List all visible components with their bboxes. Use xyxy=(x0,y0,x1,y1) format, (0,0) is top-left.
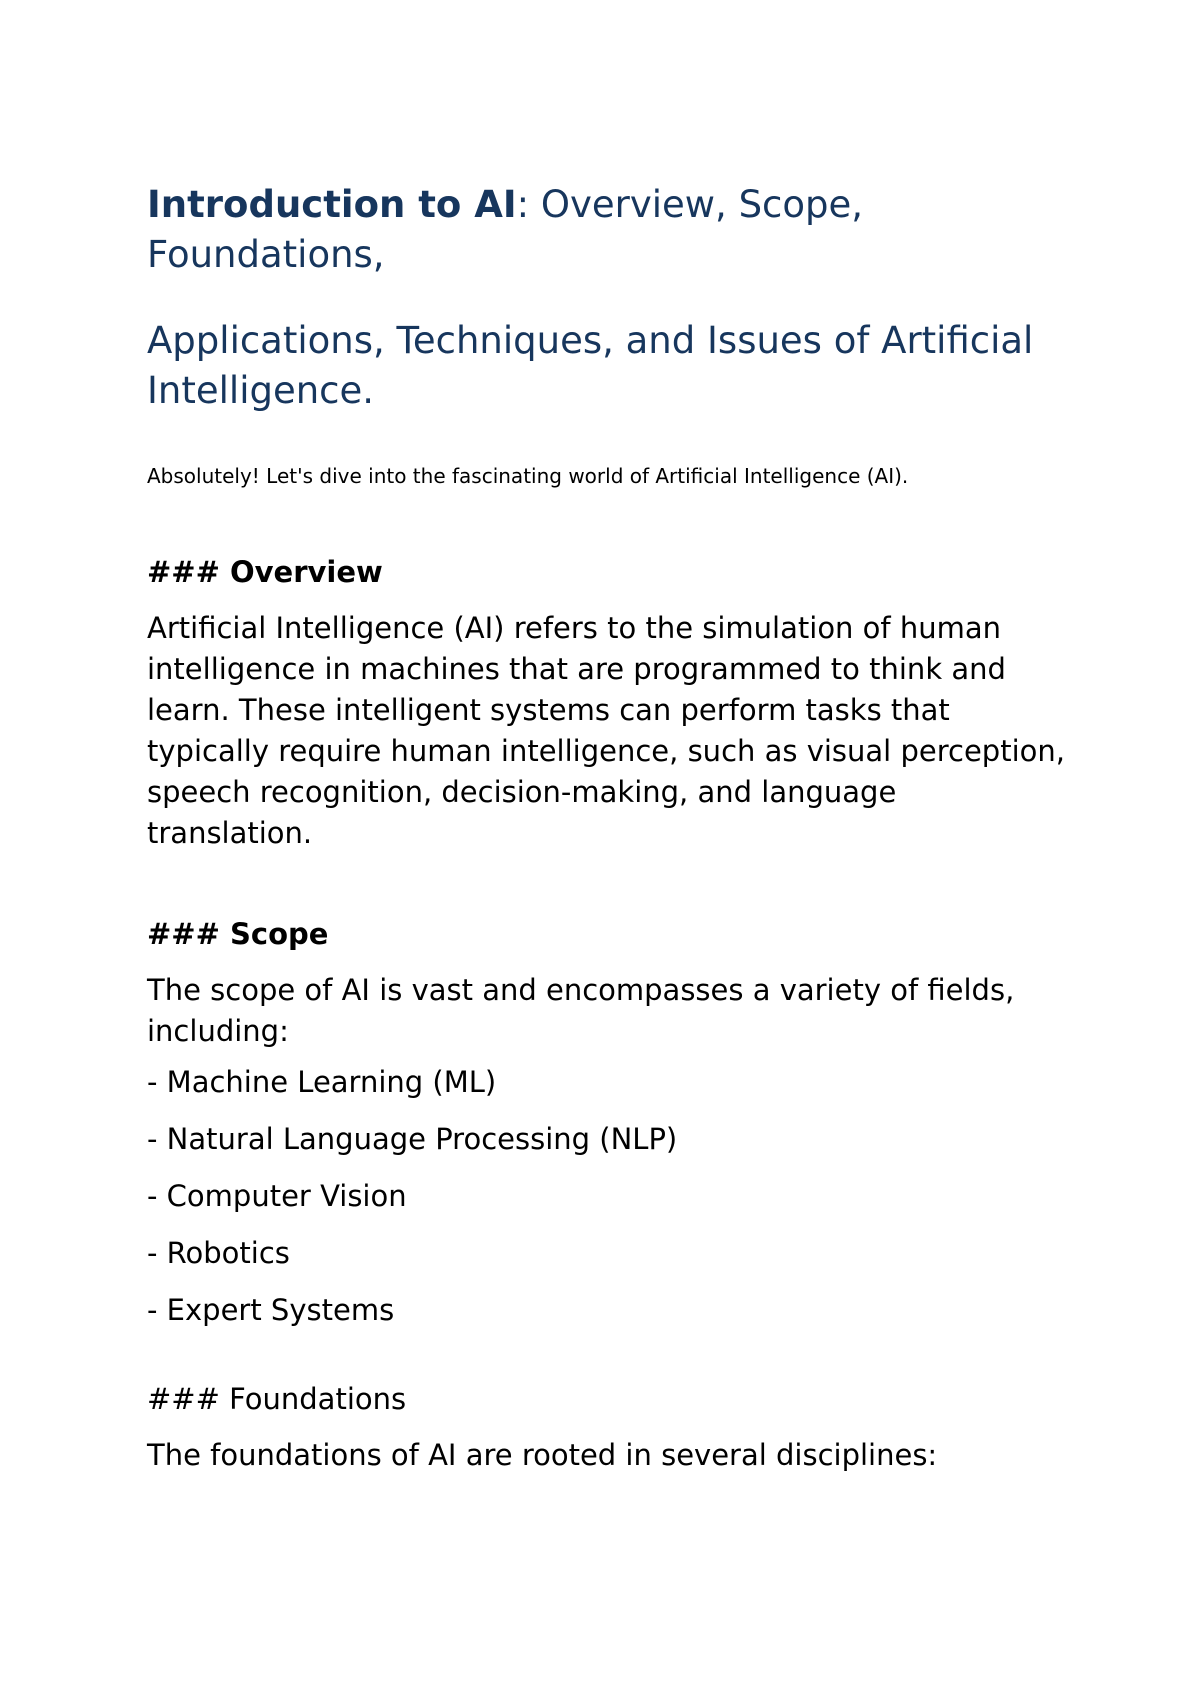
document-page xyxy=(147,180,1067,1476)
foundations-heading: ### Foundations xyxy=(147,1382,407,1416)
overview-heading: ### Overview xyxy=(147,555,383,589)
foundations-paragraph: The foundations of AI are rooted in several disciplines: xyxy=(147,1438,938,1472)
document-subtitle: Applications, Techniques, and Issues of Artificial Intelligence. xyxy=(147,319,1034,412)
list-item: - Machine Learning (ML) xyxy=(147,1065,497,1099)
list-item: - Expert Systems xyxy=(147,1293,395,1327)
scope-paragraph: The scope of AI is vast and encompasses a variety of fields, including: xyxy=(147,973,1015,1048)
title-bold-part: Introduction to AI xyxy=(147,183,517,226)
list-item: - Natural Language Processing (NLP) xyxy=(147,1122,678,1156)
list-item: - Robotics xyxy=(147,1236,290,1270)
intro-paragraph: Absolutely! Let's dive into the fascinating world of Artificial Intelligence (AI). xyxy=(147,464,909,488)
list-item: - Computer Vision xyxy=(147,1179,407,1213)
scope-heading: ### Scope xyxy=(147,917,329,951)
title-rest-part: : Overview, Scope, Foundations, xyxy=(147,183,864,276)
overview-paragraph: Artificial Intelligence (AI) refers to the simulation of human intelligence in machines that are programmed to think and learn. These intelligent systems can perform tasks that typically require human intelligence, such as visual perception, speech recognition, decision-making, and language translation. xyxy=(147,611,1065,850)
scope-list xyxy=(147,1062,1067,1331)
document-title xyxy=(147,180,1067,280)
